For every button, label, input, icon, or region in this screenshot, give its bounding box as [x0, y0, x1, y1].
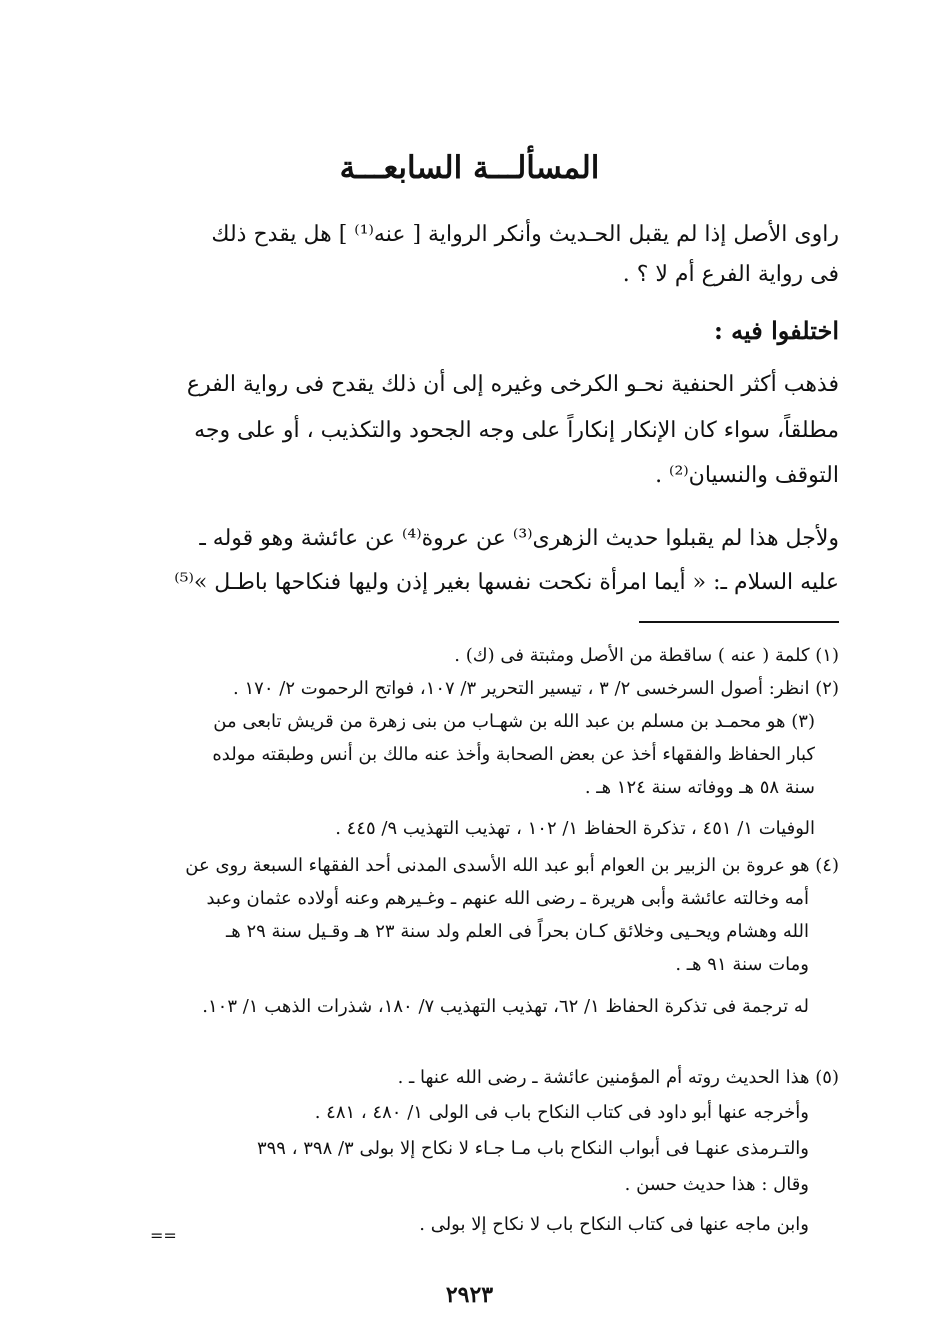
footnote-line: (٥) هذا الحديث روته أم المؤمنين عائشة ـ رضى الله عنها ـ . [397, 1067, 839, 1088]
body-line: راوى الأصل إذا لم يقبل الحـديث وأنكر الرواية [ عنه⁽¹⁾ ] هل يقدح ذلك [211, 222, 839, 247]
section-title: المسألـــة السابعـــة [339, 150, 600, 186]
subheading: اختلفوا فيه : [713, 316, 839, 345]
footnote-line: وابن ماجه عنها فى كتاب النكاح باب لا نكاح إلا بولى . [419, 1214, 809, 1235]
footnote-line: ومات سنة ٩١ هـ . [675, 954, 809, 975]
footnote-line: (٤) هو عروة بن الزبير بن العوام أبو عبد الله الأسدى المدنى أحد الفقهاء السبعة روى عن [185, 855, 839, 876]
body-line: مطلقاً، سواء كان الإنكار إنكاراً على وجه الجحود والتكذيب ، أو على وجه [194, 418, 839, 443]
footnote-line: سنة ٥٨ هـ ووفاته سنة ١٢٤ هـ . [584, 777, 815, 798]
footnote-line: والتـرمذى عنهـا فى أبواب النكاح باب مـا جـاء لا نكاح إلا بولى ٣/ ٣٩٨ ، ٣٩٩ [256, 1138, 809, 1159]
body-line: عليه السلام ـ: « أيما امرأة نكحت نفسها بغير إذن وليها فنكاحها باطـل »⁽⁵⁾ [174, 570, 839, 595]
footnote-line: له ترجمة فى تذكرة الحفاظ ١/ ٦٢، تهذيب التهذيب ٧/ ١٨٠، شذرات الذهب ١/ ١٠٣. [202, 996, 809, 1017]
footnote-line: الوفيات ١/ ٤٥١ ، تذكرة الحفاظ ١/ ١٠٢ ، تهذيب التهذيب ٩/ ٤٤٥ . [335, 818, 815, 839]
footnote-line: (٣) هو محمـد بن مسلم بن عبد الله بن شهـاب من بنى زهرة من قريش تابعى من [213, 711, 815, 732]
footnote-line: أمه وخالته عائشة وأبى هريرة ـ رضى الله عنهم ـ وغـيرهم وعنه أولاده عثمان وعبد [206, 888, 809, 909]
continuation-mark: == [150, 1226, 177, 1245]
footnote-line: وقال : هذا حديث حسن . [624, 1174, 809, 1195]
body-line: التوقف والنسيان⁽²⁾ . [655, 463, 839, 488]
body-line: فى رواية الفرع أم لا ؟ . [622, 262, 839, 287]
footnote-line: وأخرجه عنها أبو داود فى كتاب النكاح باب فى الولى ١/ ٤٨٠ ، ٤٨١ . [314, 1102, 809, 1123]
footnote-line: الله وهشام ويحـيى وخلائق كـان بحراً فى العلم ولد سنة ٢٣ هـ وقـيل سنة ٢٩ هـ [225, 921, 809, 942]
footnote-line: (١) كلمة ( عنه ) ساقطة من الأصل ومثبتة فى (ك) . [454, 645, 839, 666]
body-line: فذهب أكثر الحنفية نحـو الكرخى وغيره إلى أن ذلك يقدح فى رواية الفرع [186, 372, 839, 397]
body-line: ولأجل هذا لم يقبلوا حديث الزهرى⁽³⁾ عن عروة⁽⁴⁾ عن عائشة وهو قوله ـ [199, 526, 839, 551]
page-number: ٢٩٢٣ [445, 1282, 494, 1308]
footnote-line: (٢) انظر: أصول السرخسى ٢/ ٣ ، تيسير التحرير ٣/ ١٠٧، فواتح الرحموت ٢/ ١٧٠ . [233, 678, 839, 699]
footnote-line: كبار الحفاظ والفقهاء أخذ عن بعض الصحابة وأخذ عنه مالك بن أنس وطبقته مولده [212, 744, 815, 765]
footnote-separator [639, 621, 839, 623]
